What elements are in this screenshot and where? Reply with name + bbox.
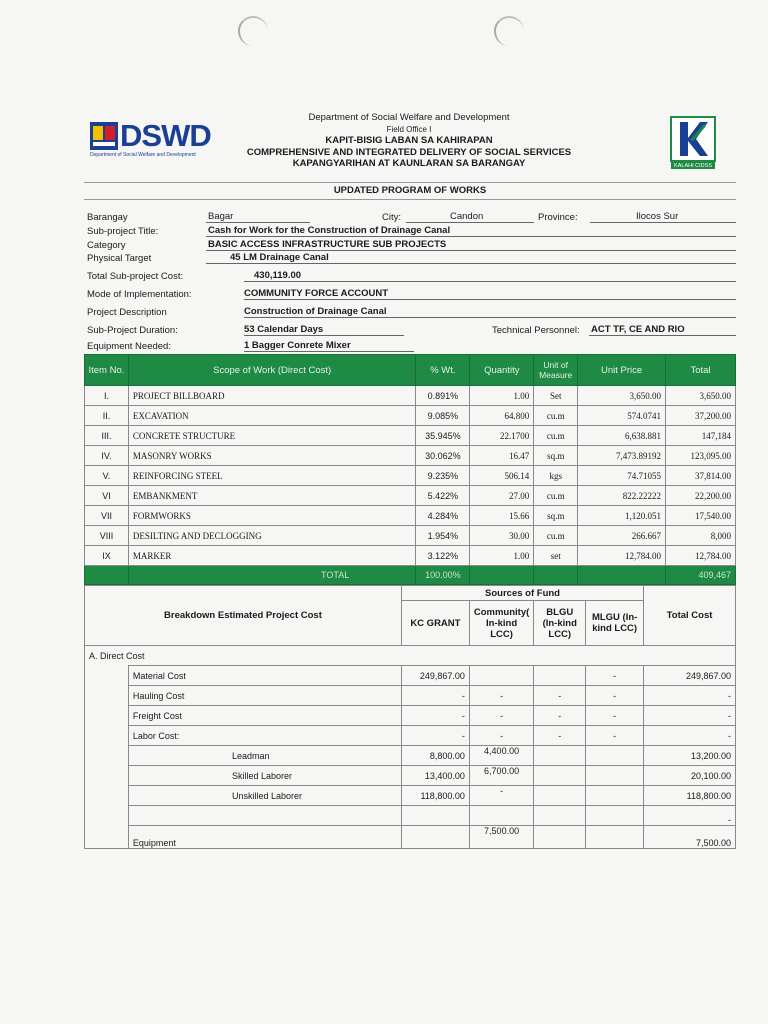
cell-quantity: 16.47 — [470, 446, 534, 466]
cell-scope-of-work: FORMWORKS — [128, 506, 415, 526]
header-text-block — [234, 112, 584, 170]
document-title: UPDATED PROGRAM OF WORKS — [333, 185, 487, 196]
works-table-row — [85, 546, 736, 566]
equipment-value: 1 Bagger Conrete Mixer — [244, 340, 351, 351]
cost-label: Material Cost — [128, 666, 401, 686]
col-mlgu: MLGU (In-kind LCC) — [586, 601, 644, 646]
works-table-header — [85, 355, 736, 386]
cell-unit: Set — [534, 386, 578, 406]
cell-unit: cu.m — [534, 486, 578, 506]
cost-label: Total Sub-project Cost: — [87, 271, 184, 282]
subproject-label: Sub-project Title: — [87, 226, 159, 237]
cost-value: 430,119.00 — [254, 270, 302, 281]
labor-community: 4,400.00 — [469, 746, 533, 766]
cost-total: 249,867.00 — [644, 666, 736, 686]
total-value: 409,467 — [666, 566, 736, 585]
cell-scope-of-work: MARKER — [128, 546, 415, 566]
cost-row — [85, 726, 736, 746]
cost-mlgu: - — [586, 706, 644, 726]
cell-quantity: 1.00 — [470, 546, 534, 566]
province-label: Province: — [538, 212, 578, 223]
technical-personnel-label: Technical Personnel: — [492, 325, 580, 336]
total-pct: 100.00% — [416, 566, 470, 585]
cost-kc: - — [401, 706, 469, 726]
col-pct-weight: % Wt. — [416, 355, 470, 386]
cell-scope-of-work: DESILTING AND DECLOGGING — [128, 526, 415, 546]
cell-quantity: 15.66 — [470, 506, 534, 526]
equipment-label: Equipment Needed: — [87, 341, 171, 352]
dswd-logo-subtitle: Department of Social Welfare and Development — [90, 152, 196, 158]
duration-label: Sub-Project Duration: — [87, 325, 178, 336]
cell-unit: cu.m — [534, 526, 578, 546]
cost-kc: - — [401, 686, 469, 706]
cell-pct-weight: 30.062% — [416, 446, 470, 466]
labor-kc: 8,800.00 — [401, 746, 469, 766]
cost-mlgu: - — [586, 726, 644, 746]
cost-total: - — [644, 686, 736, 706]
cost-community — [469, 666, 533, 686]
cell-total: 12,784.00 — [666, 546, 736, 566]
target-label: Physical Target — [87, 253, 152, 264]
cost-label: Hauling Cost — [128, 686, 401, 706]
kalahi-cidss-logo — [670, 116, 716, 170]
category-label: Category — [87, 240, 126, 251]
col-item-no: Item No. — [85, 355, 129, 386]
cell-pct-weight: 1.954% — [416, 526, 470, 546]
works-total-row — [85, 566, 736, 585]
cell-item-no: IV. — [85, 446, 129, 466]
program-of-works-page — [84, 108, 736, 849]
cell-unit-price: 266.667 — [578, 526, 666, 546]
labor-total: 13,200.00 — [644, 746, 736, 766]
cell-pct-weight: 4.284% — [416, 506, 470, 526]
cell-unit-price: 1,120.051 — [578, 506, 666, 526]
breakdown-title: Breakdown Estimated Project Cost — [85, 586, 402, 646]
province-value: Ilocos Sur — [636, 211, 679, 222]
labor-total: 118,800.00 — [644, 786, 736, 806]
cell-scope-of-work: EMBANKMENT — [128, 486, 415, 506]
col-quantity: Quantity — [470, 355, 534, 386]
punch-hole-right — [494, 16, 524, 46]
cost-blgu: - — [534, 686, 586, 706]
cell-total: 147,184 — [666, 426, 736, 446]
col-total: Total — [666, 355, 736, 386]
cell-scope-of-work: CONCRETE STRUCTURE — [128, 426, 415, 446]
cost-community: - — [469, 706, 533, 726]
category-value: BASIC ACCESS INFRASTRUCTURE SUB PROJECTS — [208, 239, 447, 250]
section-direct-cost: A. Direct Cost — [85, 646, 736, 666]
cell-quantity: 27.00 — [470, 486, 534, 506]
labor-label: Skilled Laborer — [228, 766, 401, 786]
cell-total: 8,000 — [666, 526, 736, 546]
labor-kc: 118,800.00 — [401, 786, 469, 806]
cell-pct-weight: 5.422% — [416, 486, 470, 506]
cell-unit: sq.m — [534, 446, 578, 466]
cell-total: 37,200.00 — [666, 406, 736, 426]
works-table-row — [85, 506, 736, 526]
cost-label: Labor Cost: — [128, 726, 401, 746]
cell-item-no: VIII — [85, 526, 129, 546]
labor-row — [85, 786, 736, 806]
city-label: City: — [382, 212, 401, 223]
category-underline — [206, 250, 736, 251]
cell-quantity: 64.800 — [470, 406, 534, 426]
document-header — [84, 108, 736, 180]
labor-kc: 13,400.00 — [401, 766, 469, 786]
cell-pct-weight: 9.085% — [416, 406, 470, 426]
labor-community: - — [469, 786, 533, 806]
blank-row — [85, 806, 736, 826]
cost-blgu — [534, 666, 586, 686]
project-info — [84, 200, 736, 350]
target-value: 45 LM Drainage Canal — [230, 252, 329, 263]
mode-label: Mode of Implementation: — [87, 289, 192, 300]
mode-underline — [244, 299, 736, 300]
cell-quantity: 30.00 — [470, 526, 534, 546]
program-of-works-table — [84, 354, 736, 585]
barangay-value: Bagar — [208, 211, 234, 222]
cell-total: 123,095.00 — [666, 446, 736, 466]
col-unit-of-measure: Unit of Measure — [534, 355, 578, 386]
cell-unit-price: 12,784.00 — [578, 546, 666, 566]
dswd-logo — [90, 120, 222, 160]
dswd-emblem-icon — [90, 122, 118, 150]
cell-unit-price: 7,473.89192 — [578, 446, 666, 466]
col-unit-price: Unit Price — [578, 355, 666, 386]
labor-label: Unskilled Laborer — [228, 786, 401, 806]
barangay-label: Barangay — [87, 212, 128, 223]
cell-item-no: IX — [85, 546, 129, 566]
program-name: KAPIT-BISIG LABAN SA KAHIRAPAN — [325, 135, 493, 146]
cell-item-no: III. — [85, 426, 129, 446]
works-table-row — [85, 386, 736, 406]
col-scope-of-work: Scope of Work (Direct Cost) — [128, 355, 415, 386]
cell-unit: cu.m — [534, 406, 578, 426]
works-table-row — [85, 446, 736, 466]
cost-label: Freight Cost — [128, 706, 401, 726]
cell-total: 3,650.00 — [666, 386, 736, 406]
cell-scope-of-work: REINFORCING STEEL — [128, 466, 415, 486]
blank-total: - — [644, 806, 736, 826]
cell-pct-weight: 35.945% — [416, 426, 470, 446]
barangay-underline — [206, 222, 310, 223]
technical-personnel-value: ACT TF, CE AND RIO — [591, 324, 685, 335]
header-divider — [84, 182, 736, 183]
cost-row — [85, 686, 736, 706]
punch-hole-left — [238, 16, 268, 46]
cell-unit: sq.m — [534, 506, 578, 526]
dswd-logo-word: DSWD — [120, 118, 211, 153]
cell-quantity: 506.14 — [470, 466, 534, 486]
labor-label: Leadman — [228, 746, 401, 766]
cost-blgu: - — [534, 726, 586, 746]
city-value: Candon — [450, 211, 484, 222]
cell-item-no: V. — [85, 466, 129, 486]
labor-row — [85, 766, 736, 786]
cost-row — [85, 706, 736, 726]
col-total-cost: Total Cost — [644, 586, 736, 646]
equipment-underline — [244, 351, 414, 352]
cost-blgu: - — [534, 706, 586, 726]
cell-unit-price: 6,638.881 — [578, 426, 666, 446]
cell-unit: set — [534, 546, 578, 566]
works-table-row — [85, 426, 736, 446]
labor-row — [85, 746, 736, 766]
cost-mlgu: - — [586, 666, 644, 686]
cost-mlgu: - — [586, 686, 644, 706]
cost-community: - — [469, 686, 533, 706]
cost-row — [85, 666, 736, 686]
cell-total: 22,200.00 — [666, 486, 736, 506]
cell-pct-weight: 3.122% — [416, 546, 470, 566]
description-label: Project Description — [87, 307, 167, 318]
mode-value: COMMUNITY FORCE ACCOUNT — [244, 288, 389, 299]
kalahi-logo-text: KALAHI CIDSS — [674, 163, 712, 169]
description-underline — [244, 317, 736, 318]
program-name-3: KAPANGYARIHAN AT KAUNLARAN SA BARANGAY — [292, 158, 526, 169]
equipment-row — [85, 826, 736, 849]
equipment-label: Equipment — [128, 826, 401, 849]
duration-underline — [244, 335, 404, 336]
department-name: Department of Social Welfare and Development — [308, 112, 510, 123]
cell-unit-price: 574.0741 — [578, 406, 666, 426]
breakdown-table — [84, 585, 736, 849]
works-table-row — [85, 486, 736, 506]
works-table-row — [85, 526, 736, 546]
cost-total: - — [644, 706, 736, 726]
cell-total: 37,814.00 — [666, 466, 736, 486]
col-kc-grant: KC GRANT — [401, 601, 469, 646]
cell-quantity: 22.1700 — [470, 426, 534, 446]
city-underline — [406, 222, 534, 223]
labor-total: 20,100.00 — [644, 766, 736, 786]
equipment-community: 7,500.00 — [469, 826, 533, 849]
cell-unit-price: 74.71055 — [578, 466, 666, 486]
col-blgu: BLGU (In-kind LCC) — [534, 601, 586, 646]
cell-quantity: 1.00 — [470, 386, 534, 406]
sources-of-fund: Sources of Fund — [401, 586, 643, 601]
cost-kc: - — [401, 726, 469, 746]
works-table-row — [85, 406, 736, 426]
description-value: Construction of Drainage Canal — [244, 306, 387, 317]
cell-scope-of-work: PROJECT BILLBOARD — [128, 386, 415, 406]
cell-unit-price: 3,650.00 — [578, 386, 666, 406]
col-community: Community( In-kind LCC) — [469, 601, 533, 646]
cell-item-no: I. — [85, 386, 129, 406]
cell-item-no: VI — [85, 486, 129, 506]
labor-community: 6,700.00 — [469, 766, 533, 786]
subproject-value: Cash for Work for the Construction of Drainage Canal — [208, 225, 451, 236]
program-name-2: COMPREHENSIVE AND INTEGRATED DELIVERY OF SOCIAL SERVICES — [246, 146, 572, 158]
cost-kc: 249,867.00 — [401, 666, 469, 686]
cell-pct-weight: 9.235% — [416, 466, 470, 486]
cell-unit: cu.m — [534, 426, 578, 446]
cell-unit-price: 822.22222 — [578, 486, 666, 506]
technical-personnel-underline — [589, 335, 736, 336]
equipment-total: 7,500.00 — [644, 826, 736, 849]
target-underline — [206, 263, 736, 264]
cost-total: - — [644, 726, 736, 746]
cost-underline — [244, 281, 736, 282]
works-table-row — [85, 466, 736, 486]
cell-pct-weight: 0.891% — [416, 386, 470, 406]
cell-item-no: II. — [85, 406, 129, 426]
cell-total: 17,540.00 — [666, 506, 736, 526]
cell-scope-of-work: EXCAVATION — [128, 406, 415, 426]
cell-unit: kgs — [534, 466, 578, 486]
duration-value: 53 Calendar Days — [244, 324, 324, 335]
cell-scope-of-work: MASONRY WORKS — [128, 446, 415, 466]
total-label: TOTAL — [128, 566, 415, 585]
cell-item-no: VII — [85, 506, 129, 526]
subproject-underline — [206, 236, 736, 237]
field-office: Field Office I — [386, 124, 432, 134]
province-underline — [590, 222, 736, 223]
cost-community: - — [469, 726, 533, 746]
